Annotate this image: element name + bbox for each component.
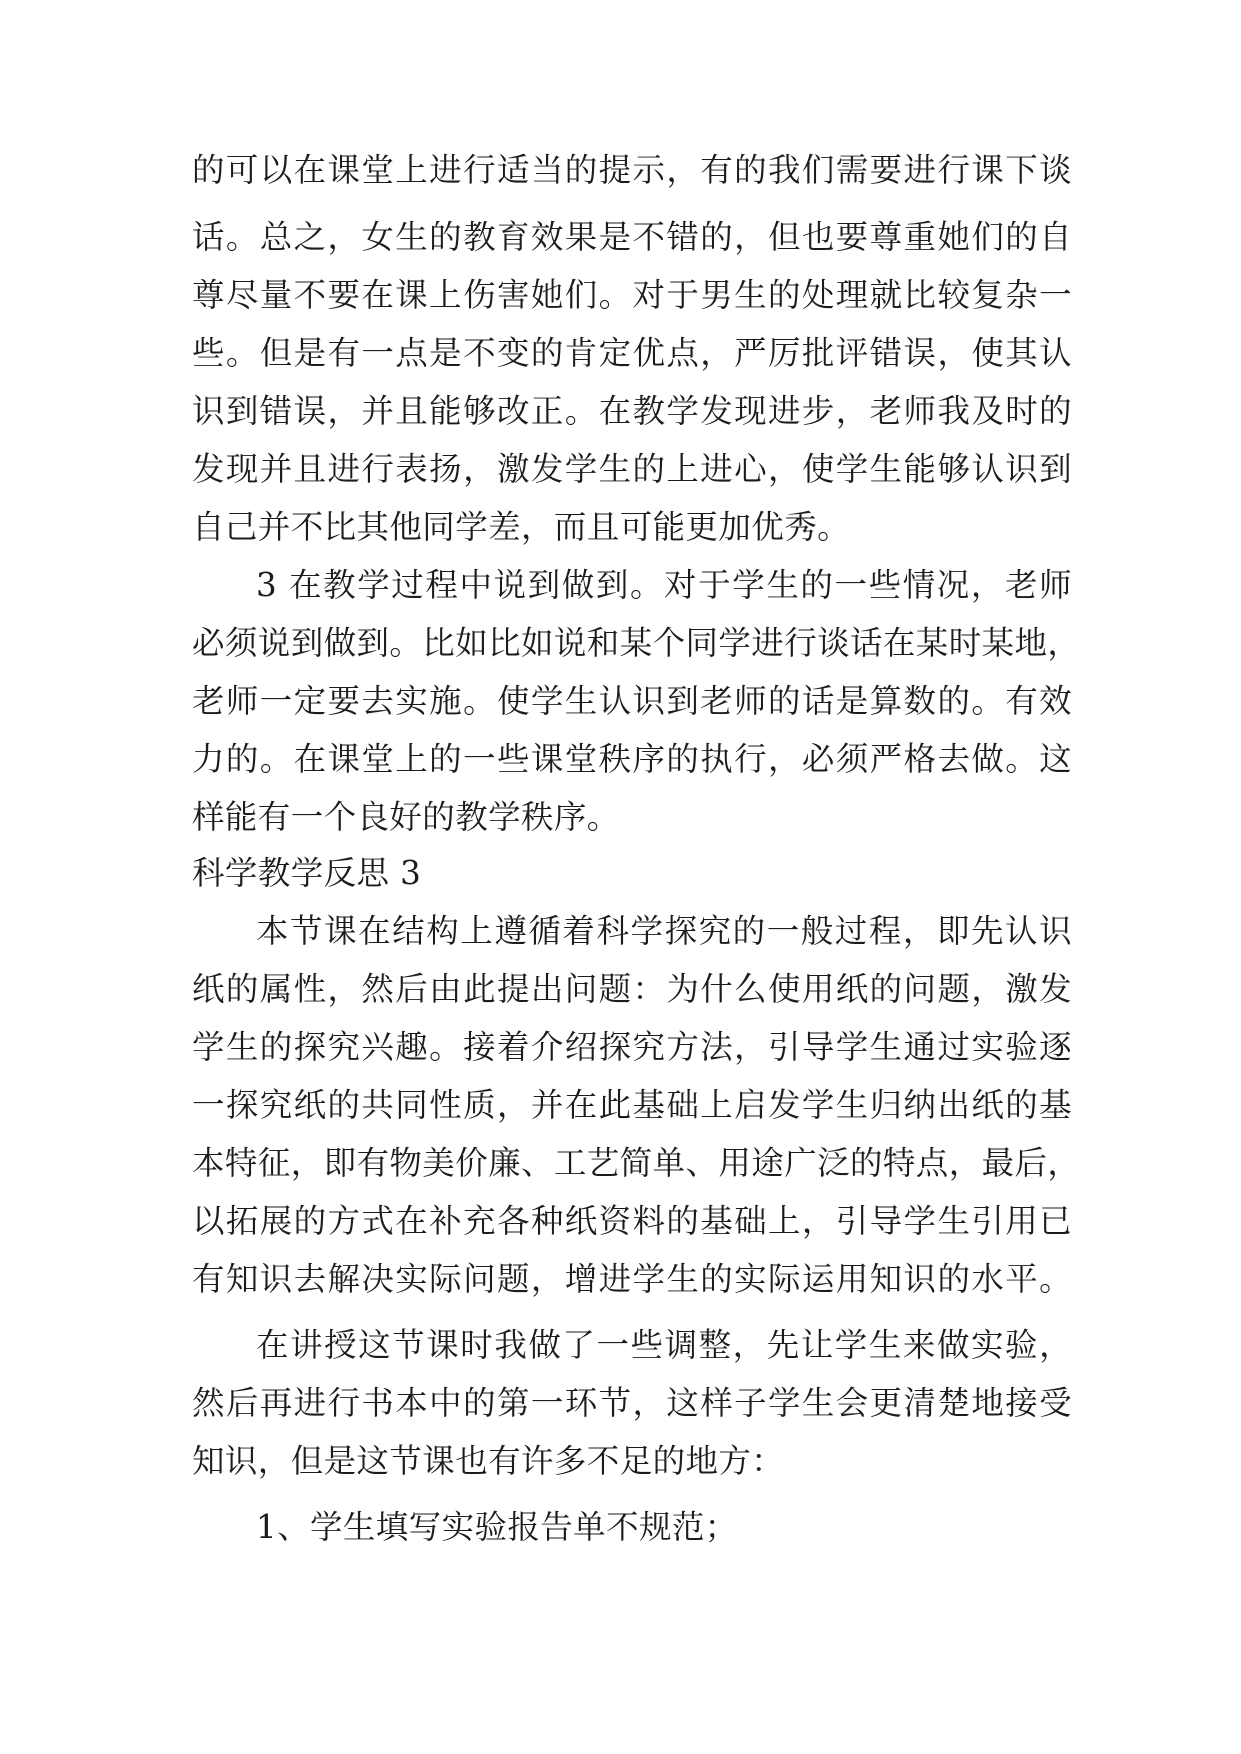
paragraph-2-line-2: 必须说到做到。比如比如说和某个同学进行谈话在某时某地， [192,624,1081,662]
paragraph-3-line-5: 本特征，即有物美价廉、工艺简单、用途广泛的特点，最后， [192,1144,1081,1182]
paragraph-1-line-4: 些。但是有一点是不变的肯定优点，严厉批评错误，使其认 [192,334,1072,372]
paragraph-2-line-1: 3 在教学过程中说到做到。对于学生的一些情况，老师 [256,566,1072,604]
paragraph-4-line-1: 在讲授这节课时我做了一些调整，先让学生来做实验， [256,1326,1072,1364]
paragraph-2-line-4: 力的。在课堂上的一些课堂秩序的执行，必须严格去做。这 [192,740,1072,778]
paragraph-1-line-3: 尊尽量不要在课上伤害她们。对于男生的处理就比较复杂一 [192,276,1072,314]
paragraph-1-line-1: 的可以在课堂上进行适当的提示，有的我们需要进行课下谈 [192,151,1072,189]
section-heading: 科学教学反思 3 [192,854,422,892]
paragraph-3-line-6: 以拓展的方式在补充各种纸资料的基础上，引导学生引用已 [192,1202,1072,1240]
paragraph-3-line-3: 学生的探究兴趣。接着介绍探究方法，引导学生通过实验逐 [192,1028,1072,1066]
paragraph-4-line-2: 然后再进行书本中的第一环节，这样子学生会更清楚地接受 [192,1384,1072,1422]
paragraph-3-line-4: 一探究纸的共同性质，并在此基础上启发学生归纳出纸的基 [192,1086,1072,1124]
paragraph-3-line-2: 纸的属性，然后由此提出问题：为什么使用纸的问题，激发 [192,970,1072,1008]
paragraph-3-line-1: 本节课在结构上遵循着科学探究的一般过程，即先认识 [256,912,1072,950]
paragraph-2-line-5: 样能有一个良好的教学秩序。 [192,798,620,836]
paragraph-2-line-3: 老师一定要去实施。使学生认识到老师的话是算数的。有效 [192,682,1072,720]
paragraph-3-line-7: 有知识去解决实际问题，增进学生的实际运用知识的水平。 [192,1260,1072,1298]
paragraph-1-line-5: 识到错误，并且能够改正。在教学发现进步，老师我及时的 [192,392,1072,430]
paragraph-4-line-3: 知识，但是这节课也有许多不足的地方： [192,1442,785,1480]
paragraph-1-line-6: 发现并且进行表扬，激发学生的上进心，使学生能够认识到 [192,450,1072,488]
paragraph-1-line-7: 自己并不比其他同学差，而且可能更加优秀。 [192,508,851,546]
paragraph-1-line-2: 话。总之，女生的教育效果是不错的，但也要尊重她们的自 [192,218,1072,256]
list-item-1: 1、学生填写实验报告单不规范； [256,1508,738,1546]
